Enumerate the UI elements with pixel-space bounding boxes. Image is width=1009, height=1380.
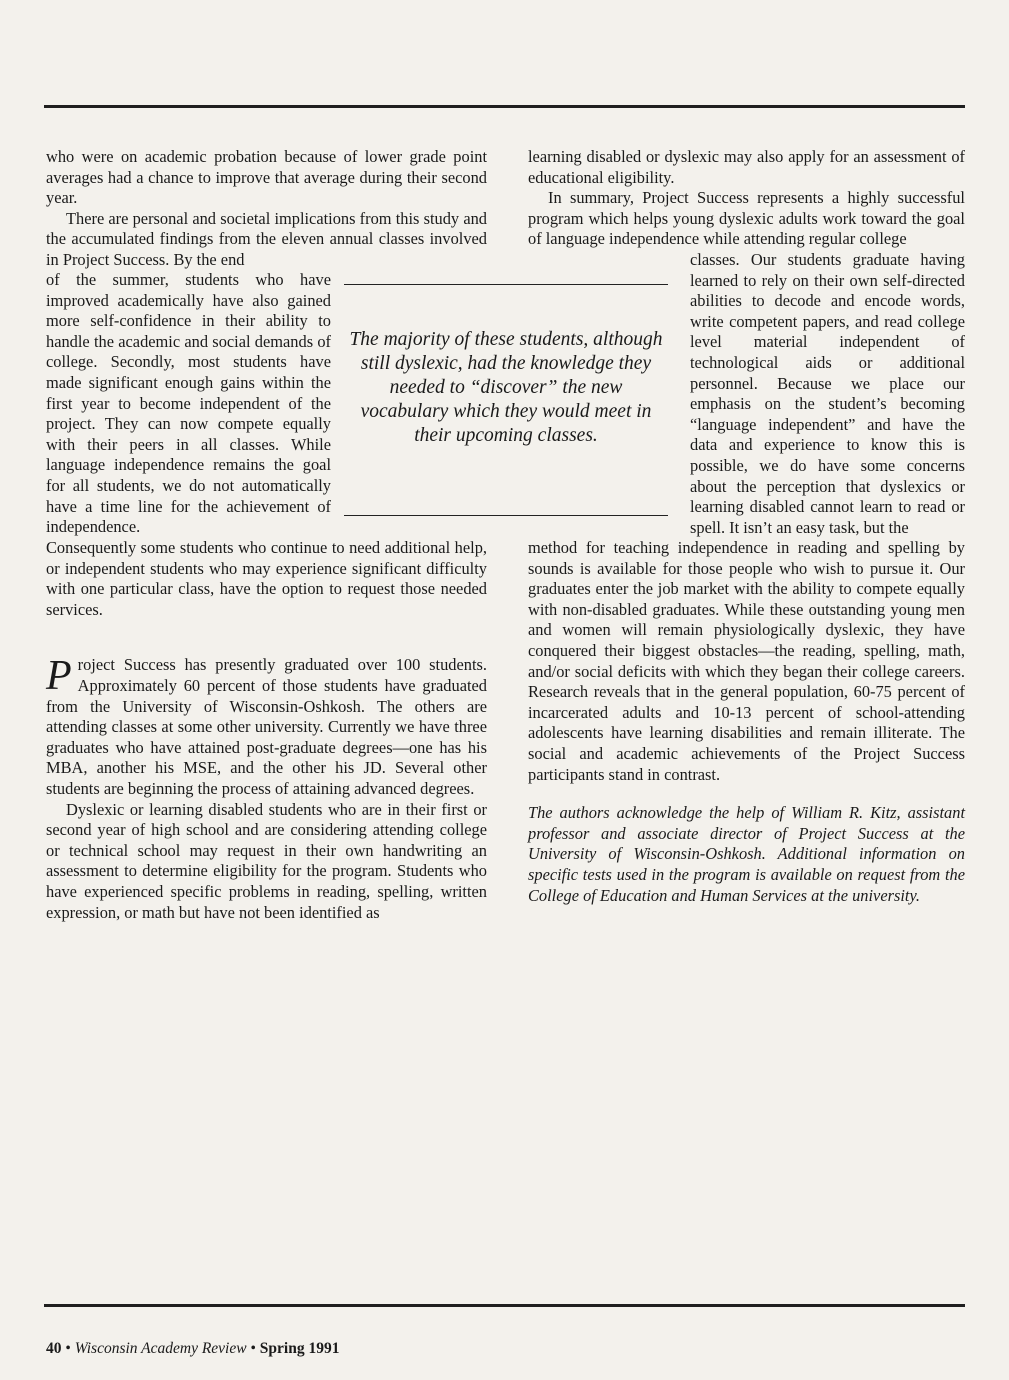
pull-quote-text: The majority of these students, although still dyslexic, had the knowledge they needed to “discover” the new vocabulary which they would meet in their upcoming classes. xyxy=(349,329,663,446)
magazine-name: Wisconsin Academy Review xyxy=(74,1340,247,1357)
left-para-2-wrap: of the summer, students who have improved academically have also gained more self-confidence in their ability to handle the academic and social demands of college. Secondly, most students have made significant enough gains within the first year to become independent of the project. They can now compete equally with their peers in all classes. While language independence remains the goal for all students, we do not automatically have a time line for the achievement of independence. xyxy=(46,270,331,537)
top-rule xyxy=(44,105,965,108)
footer-separator: • xyxy=(246,1340,260,1357)
left-para-2-bottom: Consequently some students who continue to need additional help, or independent students who may experience significant difficulty with one particular class, have the option to request those needed services. xyxy=(46,538,487,619)
page-footer xyxy=(46,1340,339,1358)
right-para-2-bottom: method for teaching independence in reading and spelling by sounds is available for those people who wish to pursue it. Our graduates enter the job market with the ability to compete equally with non-disabled graduates. While these outstanding young men and women will remain physiologically dyslexic, they have conquered their biggest obstacles—the reading, spelling, math, and/or social deficits with which they began their college careers. Research reveals that in the general population, 60-75 percent of incarcerated adults and 10-13 percent of school-attending adolescents have learning disabilities and remain illiterate. The social and academic achievements of the Project Success participants stand in contrast. xyxy=(528,538,965,784)
left-column-top xyxy=(46,147,487,271)
left-para-4: Dyslexic or learning disabled students who are in their first or second year of high school and are considering attending college or technical school may request in their own handwriting an assessment to determine eligibility for the program. Students who have experienced specific problems in reading, spelling, written expression, or math but have not been identified as xyxy=(46,799,487,922)
footer-separator: • xyxy=(61,1340,75,1357)
right-para-2-wrap: classes. Our students graduate having learned to rely on their own self-directed abilities to decode and encode words, write competent papers, and read college level material independent of technological aids or additional personnel. Because we place our emphasis on the student’s becoming “language independent” and have the data and experience to know this is possible, we do have some concerns about the perception that dyslexics or learning disabled cannot learn to read or spell. It isn’t an easy task, but the xyxy=(690,250,965,537)
left-para-2-top: There are personal and societal implications from this study and the accumulated findings from the eleven annual classes involved in Project Success. By the end xyxy=(46,208,487,269)
page-number: 40 xyxy=(46,1340,62,1357)
bottom-rule xyxy=(44,1304,965,1307)
acknowledgment: The authors acknowledge the help of William R. Kitz, assistant professor and associate director of Project Success at the University of Wisconsin-Oshkosh. Additional information on specific tests used in the program is available on request from the College of Education and Human Services at the university. xyxy=(528,803,965,905)
right-para-2-top: In summary, Project Success represents a highly successful program which helps young dyslexic adults work toward the goal of language independence while attending regular college xyxy=(528,188,965,249)
left-para-3 xyxy=(46,655,487,799)
left-para-3-text: roject Success has presently graduated over 100 students. Approximately 60 percent of those students have graduated from the University of Wisconsin-Oshkosh. The others are attending classes at some other university. Currently we have three graduates who have attained post-graduate degrees—one has his MBA, another his MSE, and the other his JD. Several other students are beginning the process of attaining advanced degrees. xyxy=(46,655,487,798)
right-column-top xyxy=(528,147,965,250)
left-column-bottom xyxy=(46,538,487,923)
left-para-1: who were on academic probation because of lower grade point averages had a chance to improve that average during their second year. xyxy=(46,147,487,208)
drop-cap: P xyxy=(46,653,72,700)
issue-date: Spring 1991 xyxy=(259,1340,340,1357)
right-wrap-text xyxy=(690,250,965,538)
left-wrap-text xyxy=(46,270,331,538)
right-column-bottom xyxy=(528,538,965,906)
right-para-1: learning disabled or dyslexic may also apply for an assessment of educational eligibility. xyxy=(528,147,965,187)
pull-quote xyxy=(344,284,668,516)
